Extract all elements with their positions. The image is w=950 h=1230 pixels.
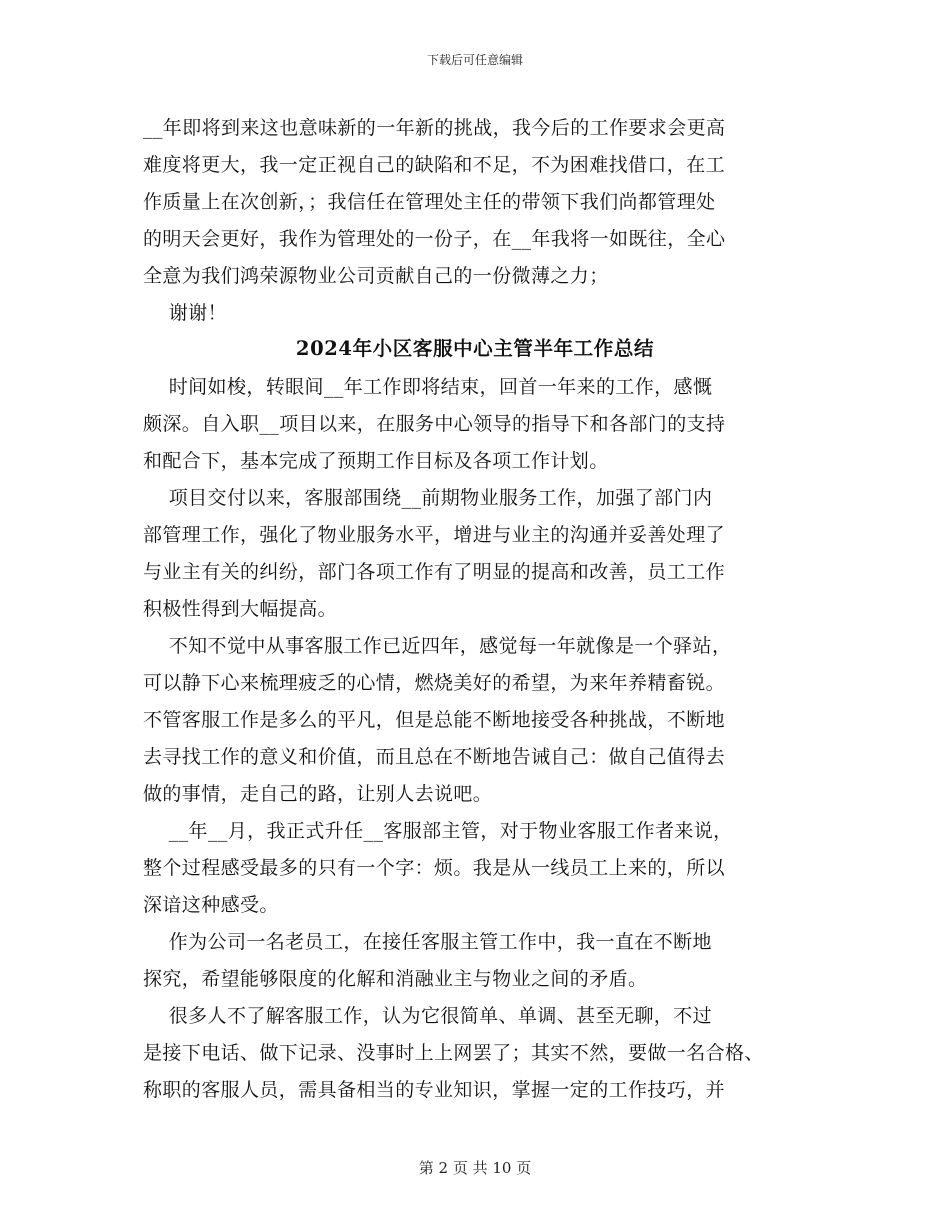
body-line: __年__月，我正式升任__客服部主管，对于物业客服工作者来说，	[143, 820, 733, 842]
body-line: 与业主有关的纠纷，部门各项工作有了明显的提高和改善，员工工作	[143, 561, 726, 583]
page-footer: 第 2 页 共 10 页	[418, 1159, 532, 1177]
body-line: 谢谢！	[143, 302, 227, 324]
body-line: 深谙这种感受。	[143, 894, 279, 916]
body-line: 全意为我们鸿荣源物业公司贡献自己的一份微薄之力；	[143, 265, 609, 287]
body-line: 称职的客服人员，需具备相当的专业知识，掌握一定的工作技巧，并	[143, 1079, 726, 1101]
body-line: 的明天会更好，我作为管理处的一份子，在__年我将一如既往，全心	[143, 228, 726, 250]
body-line: 颇深。自入职__项目以来，在服务中心领导的指导下和各部门的支持	[143, 413, 726, 435]
body-line: 去寻找工作的意义和价值，而且总在不断地告诫自己：做自己值得去	[143, 746, 726, 768]
body-line: 难度将更大，我一定正视自己的缺陷和不足，不为困难找借口，在工	[143, 154, 726, 176]
body-line: __年即将到来这也意味新的一年新的挑战，我今后的工作要求会更高	[143, 117, 726, 139]
body-line: 做的事情，走自己的路，让别人去说吧。	[143, 783, 493, 805]
body-line: 时间如梭，转眼间__年工作即将结束，回首一年来的工作，感慨	[143, 376, 713, 398]
body-line: 作为公司一名老员工，在接任客服主管工作中，我一直在不断地	[143, 931, 712, 953]
section-title: 2024年小区客服中心主管半年工作总结	[295, 337, 655, 360]
body-line: 不知不觉中从事客服工作已近四年，感觉每一年就像是一个驿站，	[143, 635, 732, 657]
body-line: 作质量上在次创新，；我信任在管理处主任的带领下我们尚都管理处	[143, 191, 716, 213]
body-line: 很多人不了解客服工作，认为它很简单、单调、甚至无聊，不过	[143, 1005, 712, 1027]
body-line: 整个过程感受最多的只有一个字：烦。我是从一线员工上来的，所以	[143, 857, 726, 879]
body-line: 可以静下心来梳理疲乏的心情，燃烧美好的希望，为来年养精畜锐。	[143, 672, 726, 694]
body-line: 积极性得到大幅提高。	[143, 598, 338, 620]
body-line: 不管客服工作是多么的平凡，但是总能不断地接受各种挑战，不断地	[143, 709, 726, 731]
body-line: 是接下电话、做下记录、没事时上上网罢了；其实不然，要做一名合格、	[143, 1042, 764, 1064]
page-header: 下载后可任意编辑	[426, 53, 523, 67]
body-line: 和配合下，基本完成了预期工作目标及各项工作计划。	[143, 450, 609, 472]
body-line: 部管理工作，强化了物业服务水平，增进与业主的沟通并妥善处理了	[143, 524, 726, 546]
body-line: 探究，希望能够限度的化解和消融业主与物业之间的矛盾。	[143, 968, 648, 990]
body-line: 项目交付以来，客服部围绕__前期物业服务工作，加强了部门内	[143, 487, 713, 509]
